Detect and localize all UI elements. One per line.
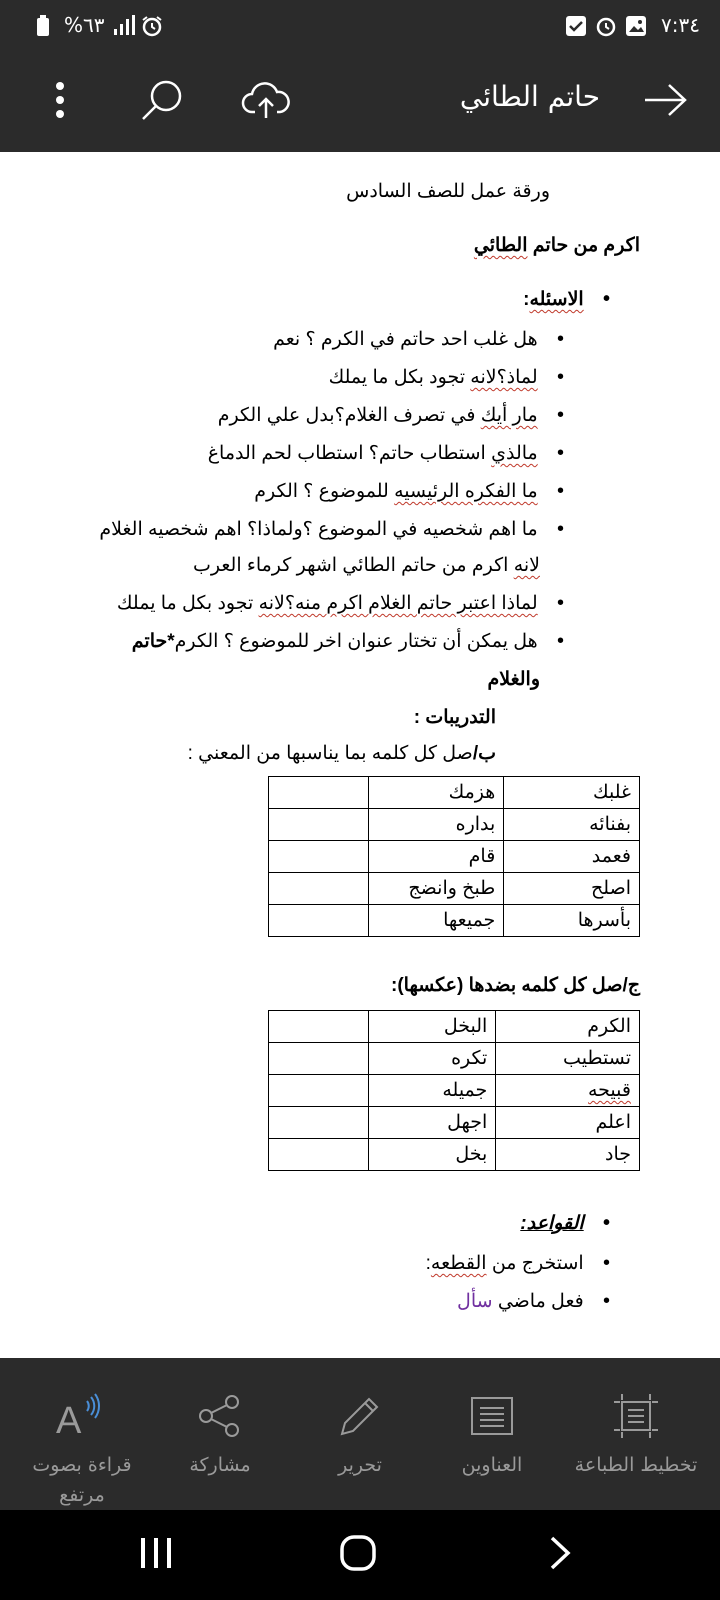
subtitle-part1: اكرم من حاتم	[527, 235, 640, 256]
matching-table-opposites	[268, 1010, 640, 1171]
table-cell: تستطيب	[496, 1043, 640, 1075]
tool-label: تحرير	[338, 1454, 382, 1476]
question-2	[329, 366, 564, 389]
battery-level: %٦٣	[64, 13, 105, 37]
question-4	[208, 442, 564, 465]
table-cell: اجهل	[368, 1107, 496, 1139]
table-cell	[269, 777, 369, 809]
question-text: لماذ؟لانه	[470, 367, 538, 388]
share-button[interactable]	[148, 1358, 292, 1510]
table-row	[269, 1011, 640, 1043]
more-vert-icon	[54, 80, 66, 124]
bottom-toolbar	[0, 1358, 720, 1510]
table-cell	[269, 905, 369, 937]
worksheet-heading: ورقة عمل للصف السادس	[346, 181, 550, 202]
question-text: ما اهم شخصيه في الموضوع ؟ولماذا؟ اهم شخصيه الغلام	[99, 519, 538, 540]
cloud-upload-icon	[241, 80, 291, 124]
table-cell: هزمك	[368, 777, 504, 809]
table-cell: قام	[368, 841, 504, 873]
extract-colon: :	[425, 1253, 431, 1274]
question-text: مار أيك	[480, 405, 538, 426]
search-icon	[139, 77, 185, 127]
questions-label: الاسئله	[529, 289, 584, 310]
past-verb-label: فعل ماضي	[492, 1291, 584, 1312]
question-text-cont: تجود بكل ما يملك	[328, 367, 471, 388]
table-row	[269, 873, 640, 905]
question-6	[99, 518, 564, 541]
print-layout-icon	[608, 1388, 664, 1444]
lesson-subtitle	[474, 234, 640, 257]
home-icon	[339, 1534, 377, 1576]
table-cell	[269, 809, 369, 841]
chevron-right-icon	[548, 1535, 572, 1575]
exercise-c-heading: ج/صل كل كلمه بضدها (عكسها):	[391, 975, 640, 996]
question-text-cont: اكرم من حاتم الطائي اشهر كرماء العرب	[193, 555, 514, 576]
extract-text-squig: القطعه	[430, 1253, 487, 1274]
exercises-heading: التدريبات :	[413, 707, 496, 728]
document-title: حاتم الطائي	[459, 80, 600, 113]
edit-button[interactable]	[288, 1358, 432, 1510]
extract-text: استخرج من	[486, 1253, 584, 1274]
table-cell: غلبك	[504, 777, 640, 809]
tool-label: تخطيط الطباعة	[574, 1454, 698, 1476]
more-options-button[interactable]	[34, 76, 86, 128]
alarm-notification-icon	[595, 15, 615, 35]
recent-apps-icon	[139, 1537, 173, 1573]
table-cell: جميله	[368, 1075, 496, 1107]
question-text: لماذا اعتبر حاتم الغلام اكرم منه؟لانه	[258, 593, 538, 614]
table-cell: بخل	[368, 1139, 496, 1171]
table-cell: جاد	[496, 1139, 640, 1171]
table-cell: بفنائه	[504, 809, 640, 841]
questions-heading	[523, 288, 610, 311]
question-text: هل يمكن أن تختار عنوان اخر للموضوع ؟ الكرم	[174, 631, 538, 652]
read-aloud-button[interactable]	[10, 1358, 154, 1510]
table-cell: قبيحه	[496, 1075, 640, 1107]
checkbox-notification-icon	[565, 15, 585, 35]
table-cell: تكره	[368, 1043, 496, 1075]
table-cell	[269, 1075, 369, 1107]
question-text: مالذي	[491, 443, 538, 464]
back-button[interactable]	[640, 76, 692, 128]
table-cell	[269, 841, 369, 873]
home-button[interactable]	[328, 1528, 388, 1582]
grammar-heading-text: القواعد:	[520, 1213, 584, 1234]
exercise-b-text: صل كل كلمه بما يناسبها من المعني :	[187, 743, 473, 764]
table-cell	[269, 1011, 369, 1043]
image-notification-icon	[625, 15, 645, 35]
table-cell	[269, 1139, 369, 1171]
upload-button[interactable]	[240, 76, 292, 128]
svg-text:A: A	[56, 1400, 82, 1439]
questions-label-colon: :	[523, 289, 530, 310]
question-7	[117, 592, 564, 615]
past-verb-item	[457, 1290, 610, 1313]
table-row	[269, 777, 640, 809]
exercise-b-label: ب/	[472, 743, 496, 764]
share-icon	[192, 1388, 248, 1444]
table-row	[269, 809, 640, 841]
document-page[interactable]	[0, 152, 720, 1358]
system-nav-bar	[0, 1510, 720, 1600]
table-row	[269, 1075, 640, 1107]
matching-table-meanings	[268, 776, 640, 937]
question-text-cont: للموضوع ؟ الكرم	[254, 481, 395, 502]
status-bar	[0, 0, 720, 52]
table-row	[269, 841, 640, 873]
table-cell	[269, 1043, 369, 1075]
grammar-extract	[426, 1252, 610, 1275]
past-verb-value: سأل	[457, 1291, 493, 1312]
exercise-b-instruction	[188, 742, 496, 765]
table-cell: الكرم	[496, 1011, 640, 1043]
table-row	[269, 1043, 640, 1075]
headings-icon	[464, 1388, 520, 1444]
table-cell	[269, 873, 369, 905]
question-8-continued: والغلام	[487, 669, 540, 690]
question-1	[273, 328, 564, 351]
question-text: لانه	[513, 555, 540, 576]
pencil-icon	[332, 1388, 388, 1444]
arrow-right-icon	[643, 82, 689, 122]
table-body	[269, 1011, 640, 1171]
question-text: هل غلب احد حاتم في الكرم ؟ نعم	[273, 329, 538, 350]
alarm-icon	[141, 15, 161, 35]
table-cell: بأسرها	[504, 905, 640, 937]
print-layout-button[interactable]	[564, 1358, 708, 1510]
status-left	[36, 13, 161, 37]
table-row	[269, 905, 640, 937]
app-bar	[0, 52, 720, 152]
question-8	[132, 630, 564, 653]
table-cell: اعلم	[496, 1107, 640, 1139]
grammar-heading	[520, 1212, 610, 1235]
table-cell: اصلح	[504, 873, 640, 905]
table-cell: البخل	[368, 1011, 496, 1043]
signal-icon	[113, 15, 133, 35]
table-body	[269, 777, 640, 937]
status-right	[565, 13, 700, 37]
table-cell: طبخ وانضج	[368, 873, 504, 905]
table-row	[269, 1107, 640, 1139]
tool-label: مشاركة	[189, 1454, 251, 1476]
table-row	[269, 1139, 640, 1171]
clock: ٧:٣٤	[661, 13, 700, 37]
table-cell: فعمد	[504, 841, 640, 873]
table-cell	[269, 1107, 369, 1139]
question-6-continued	[193, 554, 540, 577]
question-text-cont: *حاتم	[131, 631, 175, 652]
read-aloud-icon	[54, 1388, 110, 1444]
question-text-cont: استطاب حاتم؟ استطاب لحم الدماغ	[207, 443, 492, 464]
recent-apps-button[interactable]	[126, 1528, 186, 1582]
table-cell: جميعها	[368, 905, 504, 937]
question-text: ما الفكره الرئيسيه	[394, 481, 538, 502]
question-text-cont: تجود بكل ما يملك	[116, 593, 259, 614]
question-3	[218, 404, 564, 427]
battery-icon	[36, 15, 56, 35]
tool-label: قراءة بصوت مرتفع	[32, 1454, 132, 1506]
back-nav-button[interactable]	[530, 1528, 590, 1582]
table-cell: بداره	[368, 809, 504, 841]
question-5	[254, 480, 564, 503]
headings-button[interactable]	[420, 1358, 564, 1510]
subtitle-part2: الطائي	[473, 235, 528, 256]
tool-label: العناوين	[461, 1454, 523, 1476]
question-text-cont: في تصرف الغلام؟بدل علي الكرم	[217, 405, 481, 426]
search-button[interactable]	[136, 76, 188, 128]
